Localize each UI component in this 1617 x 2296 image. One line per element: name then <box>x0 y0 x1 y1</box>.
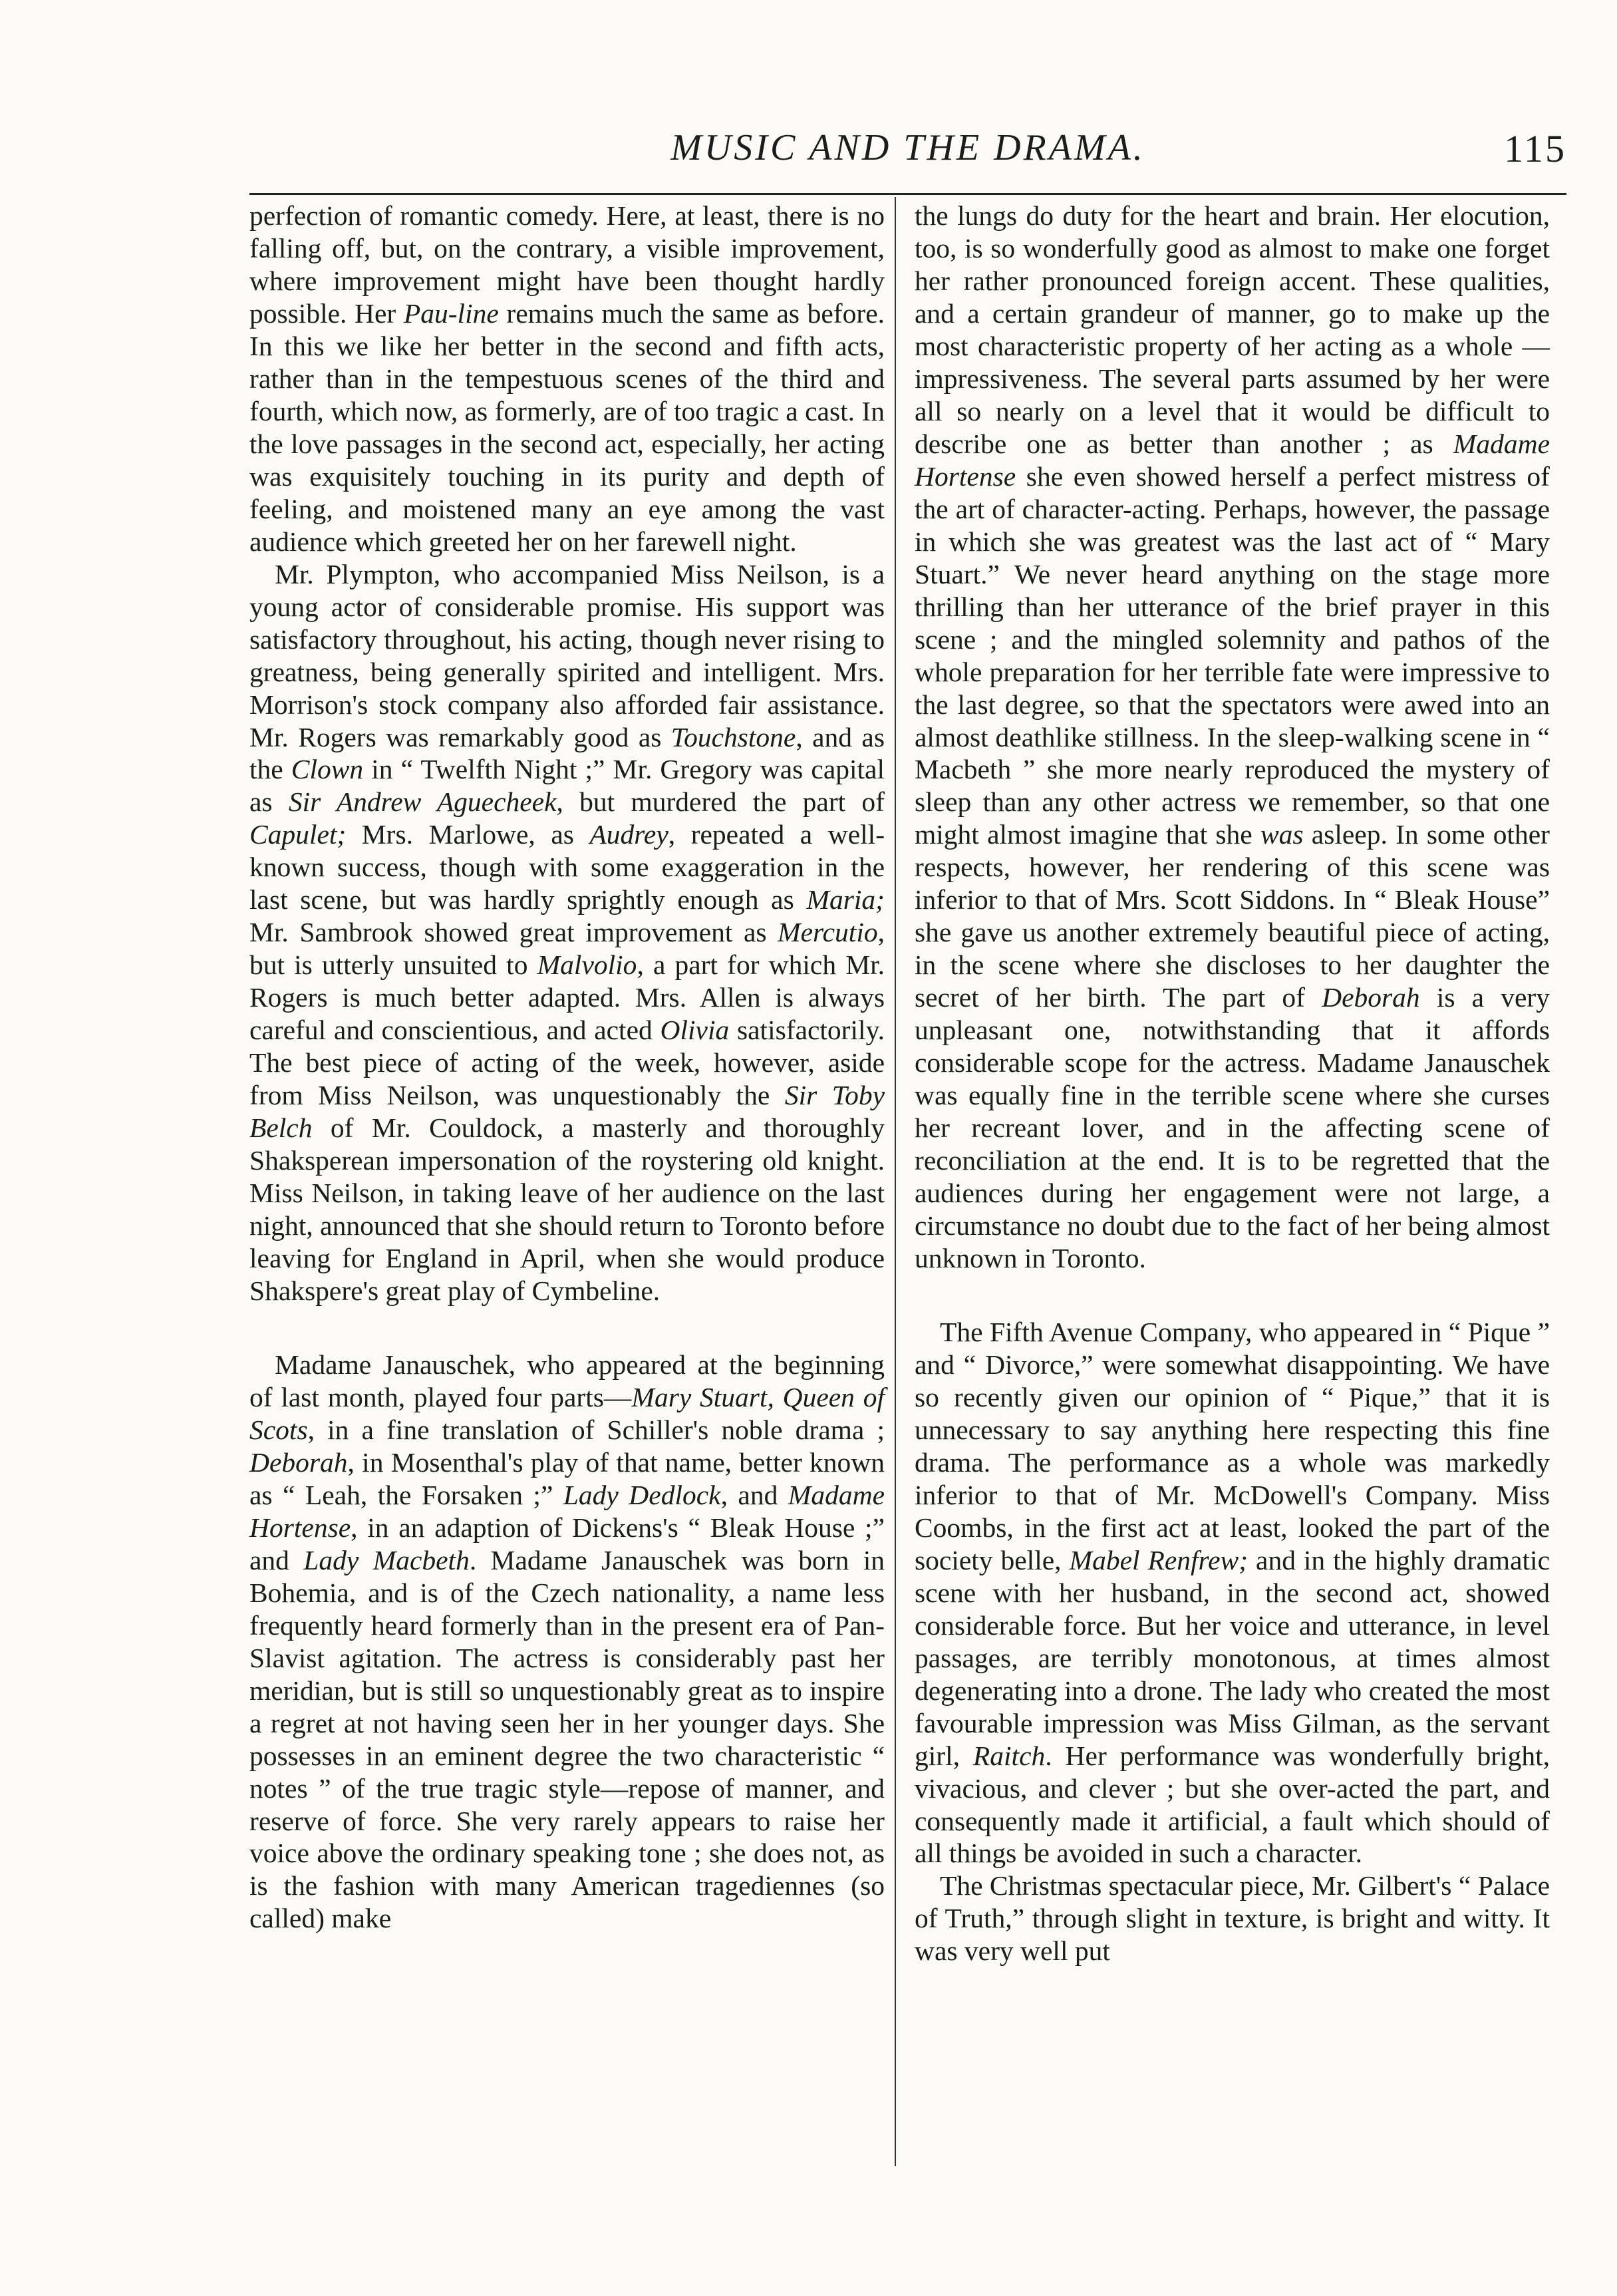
italic-text-run: Touchstone <box>670 721 796 752</box>
paragraph <box>915 1870 1550 1967</box>
text-run: Madame Janauschek, who appeared at the beginning of last month, played four parts— <box>249 1349 885 1412</box>
italic-text-run: Deborah <box>249 1446 348 1478</box>
italic-text-run: Audrey <box>589 819 668 850</box>
text-run: is a very unpleasant one, notwithstanding that it affords considerable scope for the actress. Madame Janauschek was equally fine in the terrible scene where she curses her recreant lover, and in the affecting scene of reconciliation at the end. It is to be regretted that the audiences during her engagement were not large, a circumstance no doubt due to the fact of her being almost unknown in Toronto. <box>915 982 1550 1273</box>
italic-text-run: Pau-line <box>403 297 499 329</box>
italic-text-run: Sir Andrew Aguecheek <box>288 786 557 818</box>
italic-text-run: Mercutio <box>778 917 878 948</box>
paragraph <box>249 200 885 558</box>
italic-text-run: Lady Dedlock <box>563 1479 721 1510</box>
paragraph <box>249 558 885 1307</box>
text-run: , but murdered the part of <box>556 786 885 818</box>
running-title: MUSIC AND THE DRAMA. <box>670 127 1145 168</box>
text-run: perfection of romantic comedy. Here, at least, there is no falling off, but, on the contrary, a visible improvement, where improvement might have been thought hardly possible. Her <box>249 200 885 329</box>
text-run: satisfactorily. The best piece of acting of the week, however, aside from Miss Neilson, was unquestionably the <box>249 1015 885 1111</box>
text-run: , repeated a well-known success, though with some exaggeration in the last scene, but was hardly sprightly enough as <box>249 819 885 915</box>
text-run: Mr. Plympton, who accompanied Miss Neilson, is a young actor of considerable promise. His support was satisfactory throughout, his acting, though never rising to greatness, being generally spirited and intelligent. Mrs. Morrison's stock company also afforded fair assistance. Mr. Rogers was remarkably good as <box>249 558 885 752</box>
italic-text-run: Madame Hortense <box>915 428 1550 492</box>
text-run: . Madame Janauschek was born in Bohemia, and is of the Czech nationality, a name less frequently heard formerly than in the present era of Pan-Slavist agitation. The actress is considerably past her meridian, but is still so unquestionably great as to inspire a regret at not having seen her in her younger days. She possesses in an eminent degree the two characteristic “ notes ” of the true tragic style—repose of manner, and reserve of force. She very rarely appears to raise her voice above the ordinary speaking tone ; she does not, as is the fashion with many American tragediennes (so called) make <box>249 1544 885 1934</box>
text-run: , and <box>720 1479 788 1510</box>
italic-text-run: Mary Stuart, Queen of Scots <box>249 1381 885 1445</box>
column-divider <box>895 197 896 2166</box>
italic-text-run: Maria; <box>806 884 885 915</box>
text-run: in “ Twelfth Night ;” Mr. Gregory was capital as <box>249 754 885 818</box>
text-run: The Fifth Avenue Company, who appeared in “ Pique ” and “ Divorce,” were somewhat disappointing. We have so recently given our opinion of “ Pique,” that it is unnecessary to say anything here respecting this fine drama. The performance as a whole was markedly inferior to that of Mr. McDowell's Company. Miss Coombs, in the first act at least, looked the part of the society belle, <box>915 1316 1550 1575</box>
italic-text-run: Raitch <box>972 1740 1046 1771</box>
italic-text-run: Olivia <box>660 1015 730 1046</box>
italic-text-run: Clown <box>291 754 364 785</box>
text-run: Mr. Sambrook showed great improvement as <box>249 917 778 948</box>
header-rule <box>249 193 1566 195</box>
text-run: , a part for which Mr. Rogers is much better adapted. Mrs. Allen is always careful and conscientious, and acted <box>249 949 885 1046</box>
italic-text-run: Capulet; <box>249 819 347 850</box>
italic-text-run: Madame Hortense <box>249 1479 885 1543</box>
italic-text-run: Malvolio <box>537 949 637 981</box>
italic-text-run: Mabel Renfrew; <box>1069 1544 1249 1575</box>
running-header <box>249 126 1566 180</box>
text-run: . Her performance was wonderfully bright, vivacious, and clever ; but she over-acted the part, and consequently made it artificial, a fault which should of all things be avoided in such a character. <box>915 1740 1550 1869</box>
text-run: of Mr. Couldock, a masterly and thoroughly Shaksperean impersonation of the roystering old knight. Miss Neilson, in taking leave of her audience on the last night, announced that she should return to Toronto before leaving for England in April, when she would produce Shakspere's great play of Cymbeline. <box>249 1112 885 1306</box>
text-run: , in a fine translation of Schiller's noble drama ; <box>307 1414 885 1445</box>
left-column <box>249 200 885 1935</box>
text-run: , in an adaption of Dickens's “ Bleak House ;” and <box>249 1512 885 1575</box>
text-run: The Christmas spectacular piece, Mr. Gilbert's “ Palace of Truth,” through slight in texture, is bright and witty. It was very well put <box>915 1870 1550 1967</box>
text-run: asleep. In some other respects, however, her rendering of this scene was inferior to that of Mrs. Scott Siddons. In “ Bleak House” she gave us another extremely beautiful piece of acting, in the scene where she discloses to her daughter the secret of her birth. The part of <box>915 819 1550 1013</box>
page-number: 115 <box>1504 127 1566 170</box>
italic-text-run: Sir Toby Belch <box>249 1080 885 1144</box>
text-run: , in Mosenthal's play of that name, better known as “ Leah, the Forsaken ;” <box>249 1446 885 1510</box>
italic-text-run: Deborah <box>1322 982 1420 1013</box>
italic-text-run: Lady Macbeth <box>303 1544 470 1575</box>
text-run: , and as the <box>249 721 885 785</box>
text-run: the lungs do duty for the heart and brain. Her elocution, too, is so wonderfully good as almost to make one forget her rather pronounced foreign accent. These qualities, and a certain grandeur of manner, go to make up the most characteristic property of her acting as a whole —impressiveness. The several parts assumed by her were all so nearly on a level that it would be difficult to describe one as better than another ; as <box>915 200 1550 459</box>
paragraph <box>915 200 1550 1275</box>
paragraph <box>915 1316 1550 1870</box>
right-column <box>915 200 1550 1967</box>
text-run: she even showed herself a perfect mistress of the art of character-acting. Perhaps, however, the passage in which she was greatest was the last act of “ Mary Stuart.” We never heard anything on the stage more thrilling than her utterance of the brief prayer in this scene ; and the mingled solemnity and pathos of the whole preparation for her terrible fate were impressive to the last degree, so that the spectators were awed into an almost deathlike stillness. In the sleep-walking scene in “ Macbeth ” she more nearly reproduced the mystery of sleep than any other actress we remember, so that one might almost imagine that she <box>915 460 1550 850</box>
paragraph <box>249 1349 885 1935</box>
text-run: , but is utterly unsuited to <box>249 917 885 981</box>
text-run: and in the highly dramatic scene with her husband, in the second act, showed considerable force. But her voice and utterance, in level passages, are terribly monotonous, at times almost degenerating into a drone. The lady who created the most favourable impression was Miss Gilman, as the servant girl, <box>915 1544 1550 1771</box>
italic-text-run: was <box>1260 819 1304 850</box>
text-run: Mrs. Marlowe, as <box>346 819 590 850</box>
text-run: remains much the same as before. In this we like her better in the second and fifth acts, rather than in the tempestuous scenes of the third and fourth, which now, as formerly, are of too tragic a cast. In the love passages in the second act, especially, her acting was exquisitely touching in its purity and depth of feeling, and moistened many an eye among the vast audience which greeted her on her farewell night. <box>249 297 885 557</box>
